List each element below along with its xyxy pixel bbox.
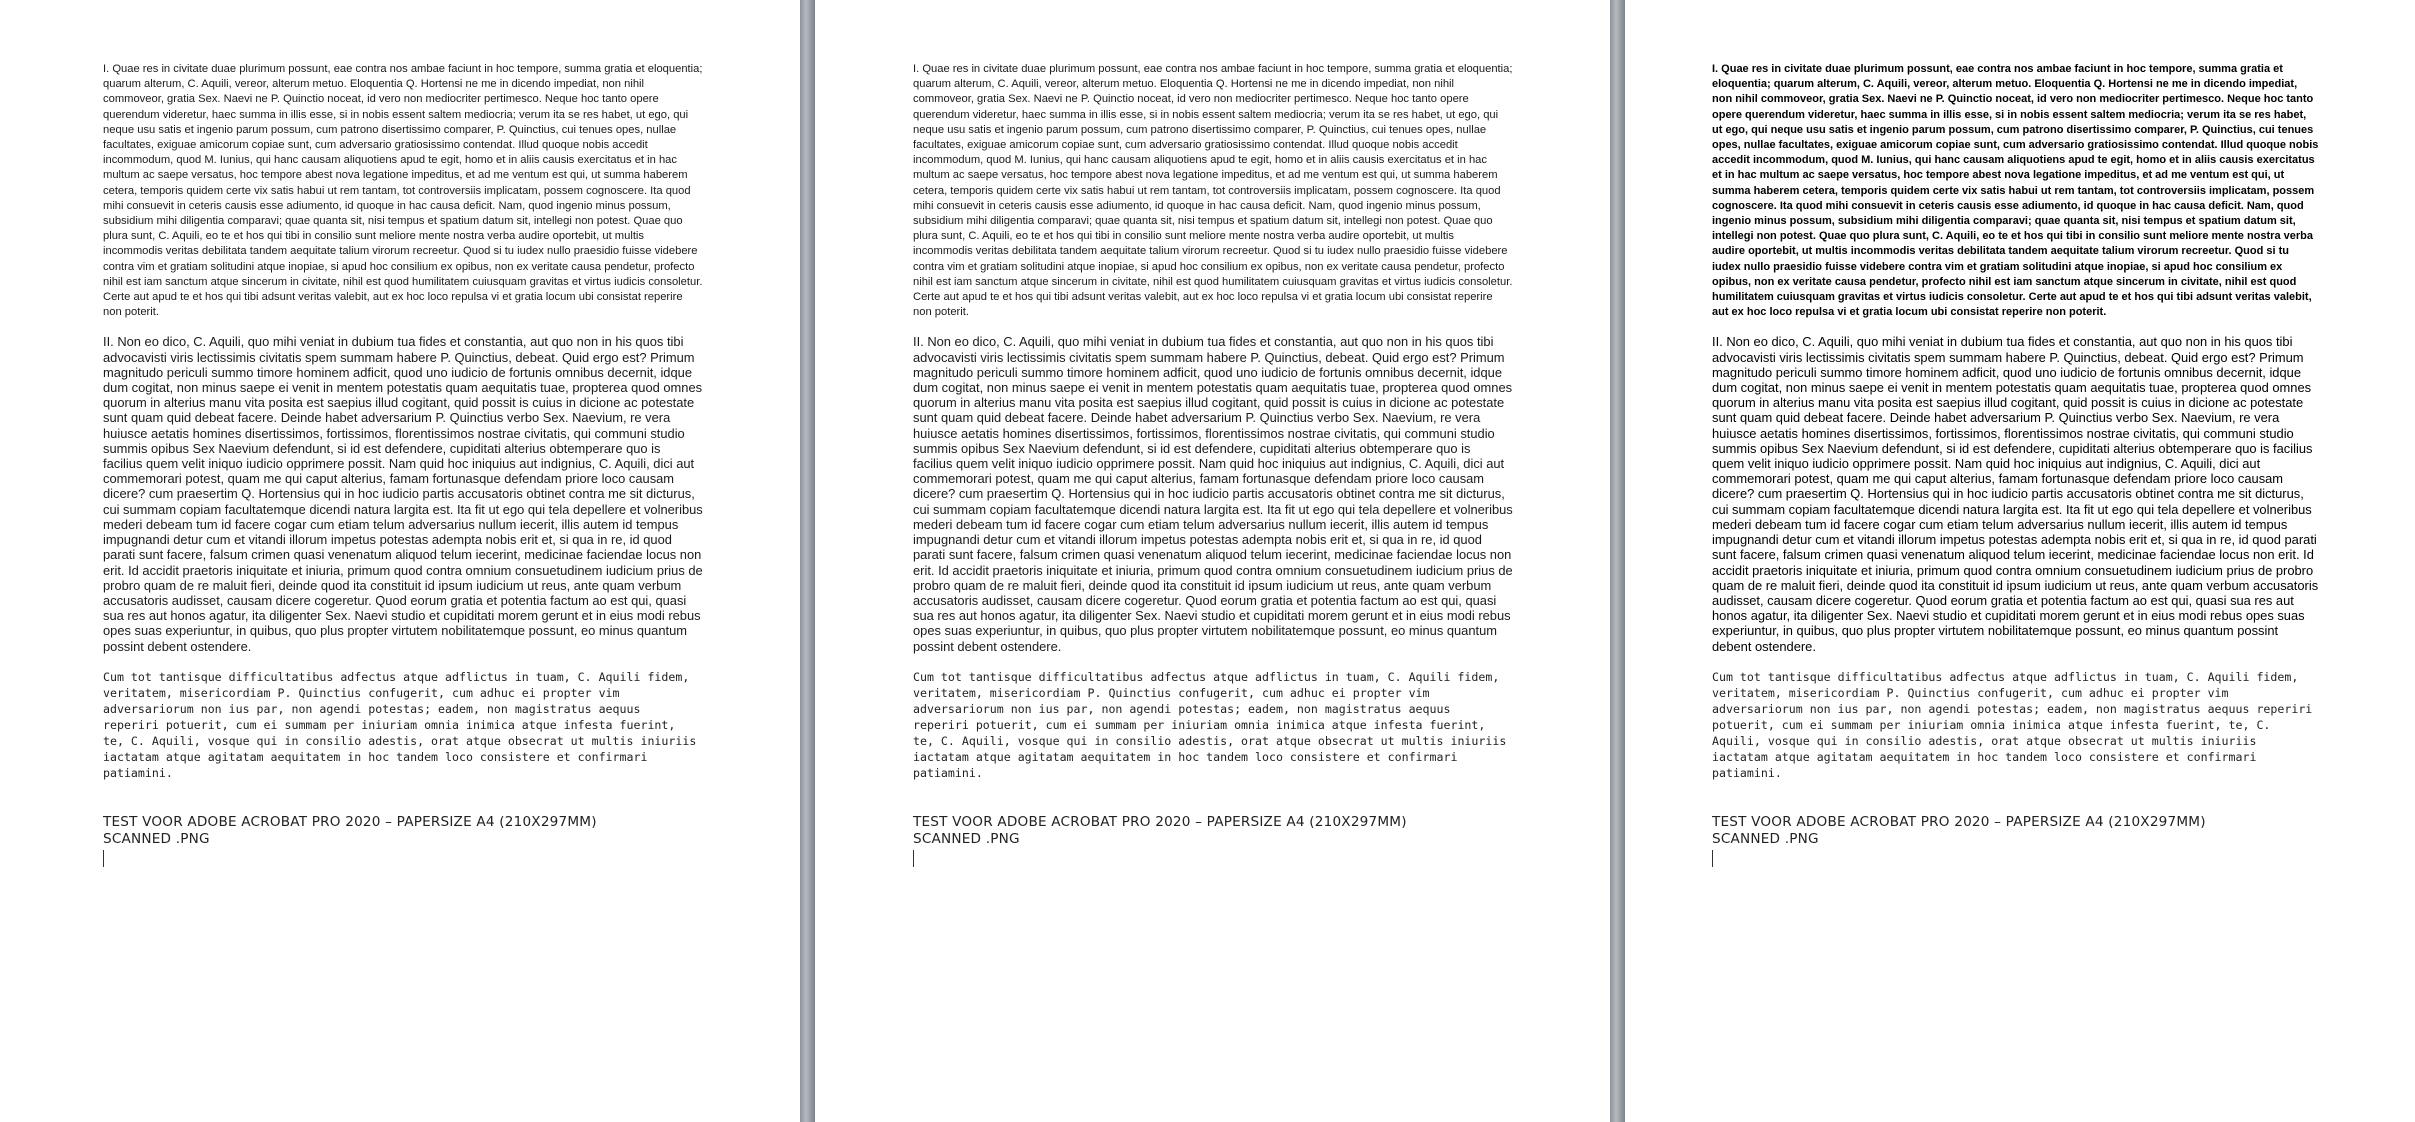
text-cursor	[913, 850, 914, 867]
footer-line-2: SCANNED .PNG	[913, 830, 1020, 847]
page-content	[1712, 62, 2319, 867]
footer-line-2: SCANNED .PNG	[1712, 830, 1819, 847]
page-content	[913, 62, 1513, 867]
paragraph-2: II. Non eo dico, C. Aquili, quo mihi veniat in dubium tua fides et constantia, aut quo non in his quos tibi advocavisti viris lectissimis civitatis spem summam habere P. Quinctius, debeat. Quid ergo est? Primum magnitudo periculi summo timore hominem adficit, quod uno iudicio de fortunis omnibus decernit, idque dum cogitat, non minus saepe ei venit in mentem potestatis quam aequitatis tuae, propterea quod omnes quorum in alterius manu vita posita est saepius illud cogitant, quid possit is cuius in dicione ac potestate sunt quam quid debeat facere. Deinde habet adversarium P. Quinctius verbo Sex. Naevium, re vera huiusce aetatis homines disertissimos, fortissimos, florentissimos nostrae civitatis, qui communi studio summis opibus Sex Naevium defendunt, si id est defendere, cupiditati alterius obtemperare quo is facilius quem velit iniquo iudicio opprimere possit. Nam quid hoc iniquius aut indignius, C. Aquili, dici aut commemorari potest, quam me qui caput alterius, famam fortunasque defendam priore loco causam dicere? cum praesertim Q. Hortensius qui in hoc iudicio partis accusatoris obtinet contra me sit dicturus, cui summam copiam facultatemque dicendi natura largita est. Ita fit ut ego qui tela depellere et volneribus mederi debeam tum id facere cogar cum etiam telum adversarius nullum iecerit, illis autem id tempus impugnandi detur cum et vitandi illorum impetus potestas adempta nobis erit et, si qua in re, id quod parati sunt facere, falsum crimen quasi venenatum aliquod telum iecerint, medicinae faciendae locus non erit. Id accidit praetoris iniquitate et iniuria, primum quod contra omnium consuetudinem iudicium prius de probro quam de re maluit fieri, deinde quod ita constituit id ipsum iudicium ut reus, ante quam verbum accusatoris audisset, causam dicere cogeretur. Quod eorum gratia et potentia factum ao est qui, quasi sua res aut honos agatur, ita diligenter Sex. Naevi studio et cupiditati morem gerunt et in eius modi rebus opes suas experiuntur, in quibus, quo plus propter virtutem nobilitatemque possunt, eo minus quantum possint debent ostendere.	[913, 334, 1513, 654]
paragraph-1: I. Quae res in civitate duae plurimum possunt, eae contra nos ambae faciunt in hoc tempore, summa gratia et eloquentia; quarum alterum, C. Aquili, vereor, alterum metuo. Eloquentia Q. Hortensi ne me in dicendo impediat, non nihil commoveor, gratia Sex. Naevi ne P. Quinctio noceat, id vero non mediocriter pertimesco. Neque hoc tanto opere querendum videretur, haec summa in illis esse, si in nobis essent saltem mediocria; verum ita se res habet, ut ego, qui neque usu satis et ingenio parum possum, cum patrono disertissimo comparer, P. Quinctius, cui tenues opes, nullae facultates, exiguae amicorum copiae sunt, cum adversario gratiosissimo contendat. Illud quoque nobis accedit incommodum, quod M. Iunius, qui hanc causam aliquotiens apud te egit, homo et in aliis causis exercitatus et in hac multum ac saepe versatus, hoc tempore abest nova legatione impeditus, et ad me ventum est qui, ut summa haberem cetera, temporis quidem certe vix satis habui ut rem tantam, tot controversiis implicatam, possem cognoscere. Ita quod mihi consuevit in ceteris causis esse adiumento, id quoque in hac causa deficit. Nam, quod ingenio minus possum, subsidium mihi diligentia comparavi; quae quanta sit, nisi tempus et spatium datum sit, intellegi non potest. Quae quo plura sunt, C. Aquili, eo te et hos qui tibi in consilio sunt meliore mente nostra verba audire oportebit, ut multis incommodis veritas debilitata tandem aequitate talium virorum recreetur. Quod si tu iudex nullo praesidio fuisse videbere contra vim et gratiam solitudini atque inopiae, si apud hoc consilium ex opibus, non ex veritate causa pendetur, profecto nihil est iam sanctum atque sincerum in civitate, nihil est quod humilitatem cuiusquam gravitas et virtus iudicis consoletur. Certe aut apud te et hos qui tibi adsunt veritas valebit, aut ex hoc loco repulsa vi et gratia locum ubi consistat reperire non poterit.	[1712, 63, 2319, 319]
footer-line-2: SCANNED .PNG	[103, 830, 210, 847]
paragraph-1: I. Quae res in civitate duae plurimum possunt, eae contra nos ambae faciunt in hoc tempore, summa gratia et eloquentia; quarum alterum, C. Aquili, vereor, alterum metuo. Eloquentia Q. Hortensi ne me in dicendo impediat, non nihil commoveor, gratia Sex. Naevi ne P. Quinctio noceat, id vero non mediocriter pertimesco. Neque hoc tanto opere querendum videretur, haec summa in illis esse, si in nobis essent saltem mediocria; verum ita se res habet, ut ego, qui neque usu satis et ingenio parum possum, cum patrono disertissimo comparer, P. Quinctius, cui tenues opes, nullae facultates, exiguae amicorum copiae sunt, cum adversario gratiosissimo contendat. Illud quoque nobis accedit incommodum, quod M. Iunius, qui hanc causam aliquotiens apud te egit, homo et in aliis causis exercitatus et in hac multum ac saepe versatus, hoc tempore abest nova legatione impeditus, et ad me ventum est qui, ut summa haberem cetera, temporis quidem certe vix satis habui ut rem tantam, tot controversiis implicatam, possem cognoscere. Ita quod mihi consuevit in ceteris causis esse adiumento, id quoque in hac causa deficit. Nam, quod ingenio minus possum, subsidium mihi diligentia comparavi; quae quanta sit, nisi tempus et spatium datum sit, intellegi non potest. Quae quo plura sunt, C. Aquili, eo te et hos qui tibi in consilio sunt meliore mente nostra verba audire oportebit, ut multis incommodis veritas debilitata tandem aequitate talium virorum recreetur. Quod si tu iudex nullo praesidio fuisse videbere contra vim et gratiam solitudini atque inopiae, si apud hoc consilium ex opibus, non ex veritate causa pendetur, profecto nihil est iam sanctum atque sincerum in civitate, nihil est quod humilitatem cuiusquam gravitas et virtus iudicis consoletur. Certe aut apud te et hos qui tibi adsunt veritas valebit, aut ex hoc loco repulsa vi et gratia locum ubi consistat reperire non poterit.	[103, 63, 703, 319]
footer-line-1: TEST VOOR ADOBE ACROBAT PRO 2020 – PAPERSIZE A4 (210X297MM)	[1712, 813, 2206, 830]
document-page-1[interactable]	[0, 0, 800, 1122]
paragraph-3: Cum tot tantisque difficultatibus adfectus atque adflictus in tuam, C. Aquili fidem, veritatem, misericordiam P. Quinctius confugerit, cum adhuc ei propter vim adversariorum non ius par, non agendi potestas; eadem, non magistratus aequus reperiri potuerit, cum ei summam per iniuriam omnia inimica atque infesta fuerint, te, C. Aquili, vosque qui in consilio adestis, orat atque obsecrat ut multis iniuriis iactatam atque agitatam aequitatem in hoc tandem loco consistere et confirmari patiamini.	[103, 669, 697, 780]
document-page-2[interactable]	[815, 0, 1610, 1122]
footer-line-1: TEST VOOR ADOBE ACROBAT PRO 2020 – PAPERSIZE A4 (210X297MM)	[103, 813, 597, 830]
page-content	[103, 62, 703, 867]
paragraph-3: Cum tot tantisque difficultatibus adfectus atque adflictus in tuam, C. Aquili fidem, veritatem, misericordiam P. Quinctius confugerit, cum adhuc ei propter vim adversariorum non ius par, non agendi potestas; eadem, non magistratus aequus reperiri potuerit, cum ei summam per iniuriam omnia inimica atque infesta fuerint, te, C. Aquili, vosque qui in consilio adestis, orat atque obsecrat ut multis iniuriis iactatam atque agitatam aequitatem in hoc tandem loco consistere et confirmari patiamini.	[913, 669, 1507, 780]
footer-line-1: TEST VOOR ADOBE ACROBAT PRO 2020 – PAPERSIZE A4 (210X297MM)	[913, 813, 1407, 830]
text-cursor	[103, 850, 104, 867]
page-separator	[1610, 0, 1625, 1122]
paragraph-1: I. Quae res in civitate duae plurimum possunt, eae contra nos ambae faciunt in hoc tempore, summa gratia et eloquentia; quarum alterum, C. Aquili, vereor, alterum metuo. Eloquentia Q. Hortensi ne me in dicendo impediat, non nihil commoveor, gratia Sex. Naevi ne P. Quinctio noceat, id vero non mediocriter pertimesco. Neque hoc tanto opere querendum videretur, haec summa in illis esse, si in nobis essent saltem mediocria; verum ita se res habet, ut ego, qui neque usu satis et ingenio parum possum, cum patrono disertissimo comparer, P. Quinctius, cui tenues opes, nullae facultates, exiguae amicorum copiae sunt, cum adversario gratiosissimo contendat. Illud quoque nobis accedit incommodum, quod M. Iunius, qui hanc causam aliquotiens apud te egit, homo et in aliis causis exercitatus et in hac multum ac saepe versatus, hoc tempore abest nova legatione impeditus, et ad me ventum est qui, ut summa haberem cetera, temporis quidem certe vix satis habui ut rem tantam, tot controversiis implicatam, possem cognoscere. Ita quod mihi consuevit in ceteris causis esse adiumento, id quoque in hac causa deficit. Nam, quod ingenio minus possum, subsidium mihi diligentia comparavi; quae quanta sit, nisi tempus et spatium datum sit, intellegi non potest. Quae quo plura sunt, C. Aquili, eo te et hos qui tibi in consilio sunt meliore mente nostra verba audire oportebit, ut multis incommodis veritas debilitata tandem aequitate talium virorum recreetur. Quod si tu iudex nullo praesidio fuisse videbere contra vim et gratiam solitudini atque inopiae, si apud hoc consilium ex opibus, non ex veritate causa pendetur, profecto nihil est iam sanctum atque sincerum in civitate, nihil est quod humilitatem cuiusquam gravitas et virtus iudicis consoletur. Certe aut apud te et hos qui tibi adsunt veritas valebit, aut ex hoc loco repulsa vi et gratia locum ubi consistat reperire non poterit.	[913, 63, 1513, 319]
paragraph-2: II. Non eo dico, C. Aquili, quo mihi veniat in dubium tua fides et constantia, aut quo non in his quos tibi advocavisti viris lectissimis civitatis spem summam habere P. Quinctius, debeat. Quid ergo est? Primum magnitudo periculi summo timore hominem adficit, quod uno iudicio de fortunis omnibus decernit, idque dum cogitat, non minus saepe ei venit in mentem potestatis quam aequitatis tuae, propterea quod omnes quorum in alterius manu vita posita est saepius illud cogitant, quid possit is cuius in dicione ac potestate sunt quam quid debeat facere. Deinde habet adversarium P. Quinctius verbo Sex. Naevium, re vera huiusce aetatis homines disertissimos, fortissimos, florentissimos nostrae civitatis, qui communi studio summis opibus Sex Naevium defendunt, si id est defendere, cupiditati alterius obtemperare quo is facilius quem velit iniquo iudicio opprimere possit. Nam quid hoc iniquius aut indignius, C. Aquili, dici aut commemorari potest, quam me qui caput alterius, famam fortunasque defendam priore loco causam dicere? cum praesertim Q. Hortensius qui in hoc iudicio partis accusatoris obtinet contra me sit dicturus, cui summam copiam facultatemque dicendi natura largita est. Ita fit ut ego qui tela depellere et volneribus mederi debeam tum id facere cogar cum etiam telum adversarius nullum iecerit, illis autem id tempus impugnandi detur cum et vitandi illorum impetus potestas adempta nobis erit et, si qua in re, id quod parati sunt facere, falsum crimen quasi venenatum aliquod telum iecerint, medicinae faciendae locus non erit. Id accidit praetoris iniquitate et iniuria, primum quod contra omnium consuetudinem iudicium prius de probro quam de re maluit fieri, deinde quod ita constituit id ipsum iudicium ut reus, ante quam verbum accusatoris audisset, causam dicere cogeretur. Quod eorum gratia et potentia factum ao est qui, quasi sua res aut honos agatur, ita diligenter Sex. Naevi studio et cupiditati morem gerunt et in eius modi rebus opes suas experiuntur, in quibus, quo plus propter virtutem nobilitatemque possunt, eo minus quantum possint debent ostendere.	[1712, 334, 2319, 654]
document-page-3[interactable]	[1625, 0, 2415, 1122]
paragraph-3: Cum tot tantisque difficultatibus adfectus atque adflictus in tuam, C. Aquili fidem, veritatem, misericordiam P. Quinctius confugerit, cum adhuc ei propter vim adversariorum non ius par, non agendi potestas; eadem, non magistratus aequus reperiri potuerit, cum ei summam per iniuriam omnia inimica atque infesta fuerint, te, C. Aquili, vosque qui in consilio adestis, orat atque obsecrat ut multis iniuriis iactatam atque agitatam aequitatem in hoc tandem loco consistere et confirmari patiamini.	[1712, 669, 2313, 780]
paragraph-2: II. Non eo dico, C. Aquili, quo mihi veniat in dubium tua fides et constantia, aut quo non in his quos tibi advocavisti viris lectissimis civitatis spem summam habere P. Quinctius, debeat. Quid ergo est? Primum magnitudo periculi summo timore hominem adficit, quod uno iudicio de fortunis omnibus decernit, idque dum cogitat, non minus saepe ei venit in mentem potestatis quam aequitatis tuae, propterea quod omnes quorum in alterius manu vita posita est saepius illud cogitant, quid possit is cuius in dicione ac potestate sunt quam quid debeat facere. Deinde habet adversarium P. Quinctius verbo Sex. Naevium, re vera huiusce aetatis homines disertissimos, fortissimos, florentissimos nostrae civitatis, qui communi studio summis opibus Sex Naevium defendunt, si id est defendere, cupiditati alterius obtemperare quo is facilius quem velit iniquo iudicio opprimere possit. Nam quid hoc iniquius aut indignius, C. Aquili, dici aut commemorari potest, quam me qui caput alterius, famam fortunasque defendam priore loco causam dicere? cum praesertim Q. Hortensius qui in hoc iudicio partis accusatoris obtinet contra me sit dicturus, cui summam copiam facultatemque dicendi natura largita est. Ita fit ut ego qui tela depellere et volneribus mederi debeam tum id facere cogar cum etiam telum adversarius nullum iecerit, illis autem id tempus impugnandi detur cum et vitandi illorum impetus potestas adempta nobis erit et, si qua in re, id quod parati sunt facere, falsum crimen quasi venenatum aliquod telum iecerint, medicinae faciendae locus non erit. Id accidit praetoris iniquitate et iniuria, primum quod contra omnium consuetudinem iudicium prius de probro quam de re maluit fieri, deinde quod ita constituit id ipsum iudicium ut reus, ante quam verbum accusatoris audisset, causam dicere cogeretur. Quod eorum gratia et potentia factum ao est qui, quasi sua res aut honos agatur, ita diligenter Sex. Naevi studio et cupiditati morem gerunt et in eius modi rebus opes suas experiuntur, in quibus, quo plus propter virtutem nobilitatemque possunt, eo minus quantum possint debent ostendere.	[103, 334, 703, 654]
text-cursor	[1712, 850, 1713, 867]
page-separator	[800, 0, 815, 1122]
